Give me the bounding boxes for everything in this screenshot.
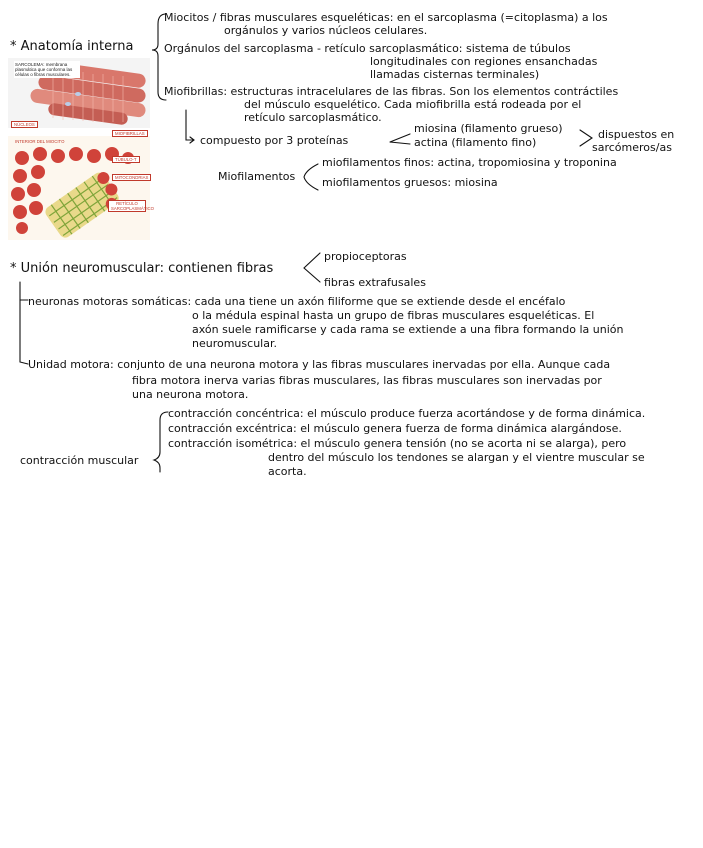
note-actina: actina (filamento fino): [414, 136, 537, 149]
figure-tag-mitocondrias: MITOCONDRIAS: [112, 174, 151, 181]
note-neuronas-cont1: o la médula espinal hasta un grupo de fibras musculares esqueléticas. El: [192, 309, 595, 322]
note-organulos-cont2: llamadas cisternas terminales): [370, 68, 540, 81]
note-miocitos: Miocitos / fibras musculares esqueléticas: en el sarcoplasma (=citoplasma) a los: [164, 11, 608, 24]
note-concentrica: contracción concéntrica: el músculo produce fuerza acortándose y de forma dinámica.: [168, 407, 646, 420]
muscle-fiber-drawing: [8, 58, 150, 240]
figure-tag-miofibrillas: MIOFIBRILLAS: [112, 130, 148, 137]
note-isometrica-cont1: dentro del músculo los tendones se alargan y el vientre muscular se: [268, 451, 645, 464]
note-organulos: Orgánulos del sarcoplasma - retículo sarcoplasmático: sistema de túbulos: [164, 42, 571, 55]
note-propioceptoras: propioceptoras: [324, 250, 407, 263]
note-miofibrillas: Miofibrillas: estructuras intracelulares de las fibras. Son los elementos contráctiles: [164, 85, 619, 98]
note-miofilamentos: Miofilamentos: [218, 170, 296, 183]
note-unidad-cont2: una neurona motora.: [132, 388, 249, 401]
note-miofibrillas-cont2: retículo sarcoplasmático.: [244, 111, 382, 124]
note-miosina: miosina (filamento grueso): [414, 122, 563, 135]
note-unidad-motora: Unidad motora: conjunto de una neurona motora y las fibras musculares inervadas por ella. Aunque cada: [28, 358, 611, 371]
note-excentrica: contracción excéntrica: el músculo genera fuerza de forma dinámica alargándose.: [168, 422, 622, 435]
muscle-fiber-illustration: [8, 58, 154, 240]
note-extrafusales: fibras extrafusales: [324, 276, 426, 289]
note-dispuestos: dispuestos en: [598, 128, 675, 141]
note-neuronas: neuronas motoras somáticas: cada una tiene un axón filiforme que se extiende desde el encéfalo: [28, 295, 566, 308]
section-title-anatomia: * Anatomía interna: [10, 39, 134, 54]
note-isometrica: contracción isométrica: el músculo genera tensión (no se acorta ni se alarga), pero: [168, 437, 627, 450]
note-isometrica-cont2: acorta.: [268, 465, 307, 478]
figure-tag-tubulo: TÚBULO-T: [112, 156, 140, 163]
note-miofibrillas-cont1: del músculo esquelético. Cada miofibrilla está rodeada por el: [244, 98, 582, 111]
note-unidad-cont1: fibra motora inerva varias fibras musculares, las fibras musculares son inervadas por: [132, 374, 602, 387]
note-finos: miofilamentos finos: actina, tropomiosina y troponina: [322, 156, 617, 169]
note-contraccion: contracción muscular: [20, 454, 139, 467]
figure-tag-nucleos: NÚCLEOS: [11, 121, 38, 128]
note-sarcomeros: sarcómeros/as: [592, 141, 672, 154]
note-miocitos-cont: orgánulos y varios núcleos celulares.: [224, 24, 428, 37]
note-organulos-cont1: longitudinales con regiones ensanchadas: [370, 55, 598, 68]
figure-tag-interior: INTERIOR DEL MIOCITO: [15, 139, 65, 144]
note-neuronas-cont3: neuromuscular.: [192, 337, 277, 350]
section-title-union: * Unión neuromuscular: contienen fibras: [10, 261, 274, 276]
note-neuronas-cont2: axón suele ramificarse y cada rama se extiende a una fibra formando la unión: [192, 323, 624, 336]
figure-tag-reticulo: RETÍCULO SARCOPLASMÁTICO: [108, 200, 146, 212]
note-compuesto: compuesto por 3 proteínas: [200, 134, 349, 147]
figure-label-sarcolema: SARCOLEMA: membrana plasmática que conforma las células o fibras musculares.: [14, 61, 80, 78]
note-gruesos: miofilamentos gruesos: miosina: [322, 176, 498, 189]
